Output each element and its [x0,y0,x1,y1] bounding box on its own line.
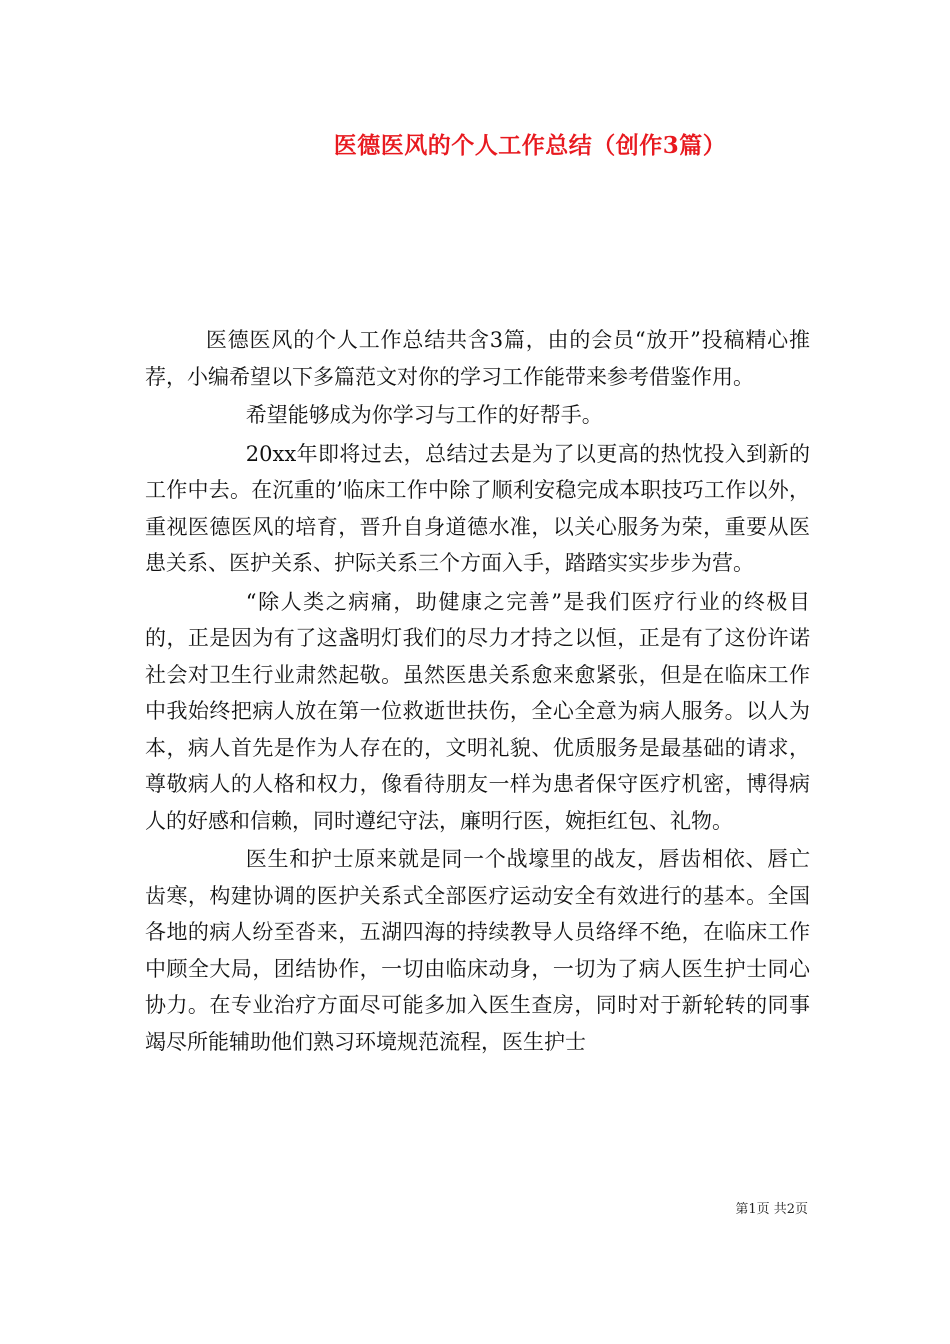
paragraph-doctor-nurse-relations: 医生和护士原来就是同一个战壕里的战友，唇齿相依、唇亡齿寒，构建协调的医护关系式全部医疗运动安全有效进行的基本。全国各地的病人纷至沓来，五湖四海的持续教导人员络绎不绝，在临床工作中顾全大局，团结协作，一切由临床动身，一切为了病人医生护士同心协力。在专业治疗方面尽可能多加入医生查房，同时对于新轮转的同事竭尽所能辅助他们熟习环境规范流程，医生护士 [145,847,810,1054]
document-body [145,322,810,1060]
page-number-footer: 第1页 共2页 [735,1202,808,1217]
paragraph-helper: 希望能够成为你学习与工作的好帮手。 [245,403,603,427]
document-title: 医德医风的个人工作总结（创作3篇） [333,132,727,159]
paragraph-intro: 医德医风的个人工作总结共含3篇，由的会员“放开”投稿精心推荐，小编希望以下多篇范文对你的学习工作能带来参考借鉴作用。 [145,328,810,389]
paragraph-patient-relations: “除人类之病痛，助健康之完善”是我们医疗行业的终极目的，正是因为有了这盏明灯我们的尽力才持之以恒，正是有了这份许诺社会对卫生行业肃然起敬。虽然医患关系愈来愈紧张，但是在临床工作中我始终把病人放在第一位救逝世扶伤，全心全意为病人服务。以人为本，病人首先是作为人存在的，文明礼貌、优质服务是最基础的请求，尊敬病人的人格和权力，像看待朋友一样为患者保守医疗机密，博得病人的好感和信赖，同时遵纪守法，廉明行医，婉拒红包、礼物。 [145,589,810,833]
paragraph-summary: 20xx年即将过去，总结过去是为了以更高的热忱投入到新的工作中去。在沉重的’临床工作中除了顺利安稳完成本职技巧工作以外，重视医德医风的培育，晋升自身道德水准，以关心服务为荣，重要从医患关系、医护关系、护际关系三个方面入手，踏踏实实步步为营。 [145,441,810,575]
